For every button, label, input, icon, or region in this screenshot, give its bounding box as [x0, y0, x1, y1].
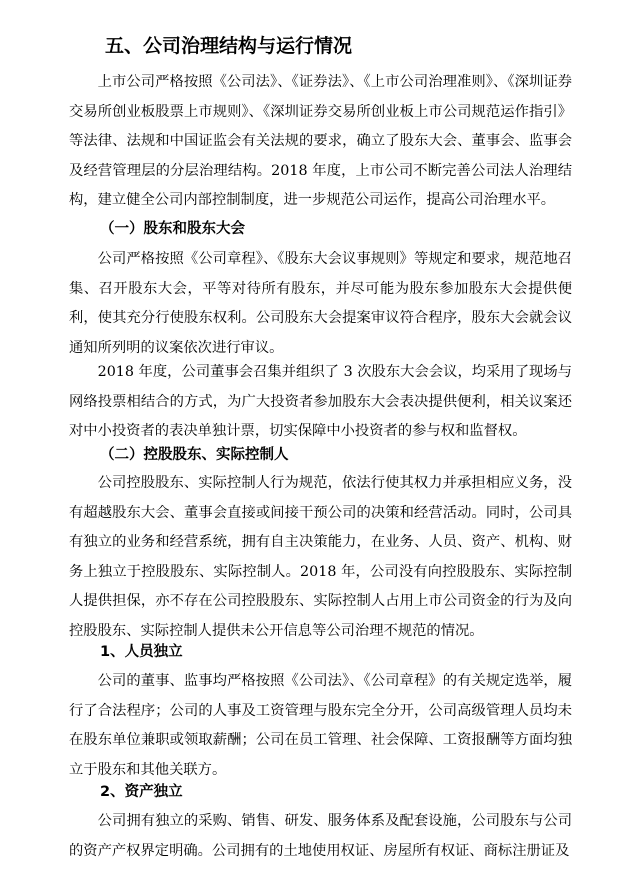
paragraph-assets: 公司拥有独立的采购、销售、研发、服务体系及配套设施，公司股东与公司的资产产权界定明确。公司拥有的土地使用权证、房屋所有权证、商标注册证及	[69, 813, 572, 859]
heading-personnel-independence: 1、人员独立	[100, 644, 183, 660]
heading-controlling-shareholder: （二）控股股东、实际控制人	[100, 447, 289, 463]
paragraph-controlling: 公司控股股东、实际控制人行为规范，依法行使其权力并承担相应义务，没有超越股东大会、董事会直接或间接干预公司的决策和经营活动。同时，公司具有独立的业务和经营系统，拥有自主决策能力，在业务、人员、资产、机构、财务上独立于控股股东、实际控制人。2018 年，公司没有向控股股东、实际控制人提供担保，亦不存在公司控股股东、实际控制人占用上市公司资金的行为及向控股股东、实际控制人提供未公开信息等公司治理不规范的情况。	[69, 475, 572, 639]
paragraph-shareholders-1: 公司严格按照《公司章程》、《股东大会议事规则》等规定和要求，规范地召集、召开股东大会，平等对待所有股东，并尽可能为股东参加股东大会提供便利，使其充分行使股东权利。公司股东大会提案审议符合程序，股东大会就会议通知所列明的议案依次进行审议。	[69, 251, 572, 356]
heading-shareholders-meeting: （一）股东和股东大会	[100, 221, 245, 237]
heading-asset-independence: 2、资产独立	[100, 784, 183, 800]
paragraph-shareholders-2: 2018 年度，公司董事会召集并组织了 3 次股东大会会议，均采用了现场与网络投票相结合的方式，为广大投资者参加股东大会表决提供便利，相关议案还对中小投资者的表决单独计票，切实保障中小投资者的参与权和监督权。	[69, 364, 572, 439]
paragraph-personnel: 公司的董事、监事均严格按照《公司法》、《公司章程》的有关规定选举，履行了合法程序；公司的人事及工资管理与股东完全分开，公司高级管理人员均未在股东单位兼职或领取薪酬；公司在员工管理、社会保障、工资报酬等方面均独立于股东和其他关联方。	[69, 673, 572, 778]
paragraph-intro: 上市公司严格按照《公司法》、《证券法》、《上市公司治理准则》、《深圳证券交易所创业板股票上市规则》、《深圳证券交易所创业板上市公司规范运作指引》等法律、法规和中国证监会有关法规的要求，确立了股东大会、董事会、监事会及经营管理层的分层治理结构。2018 年度，上市公司不断完善公司法人治理结构，建立健全公司内部控制制度，进一步规范公司运作，提高公司治理水平。	[69, 74, 572, 208]
section-title: 五、公司治理结构与运行情况	[105, 35, 353, 57]
